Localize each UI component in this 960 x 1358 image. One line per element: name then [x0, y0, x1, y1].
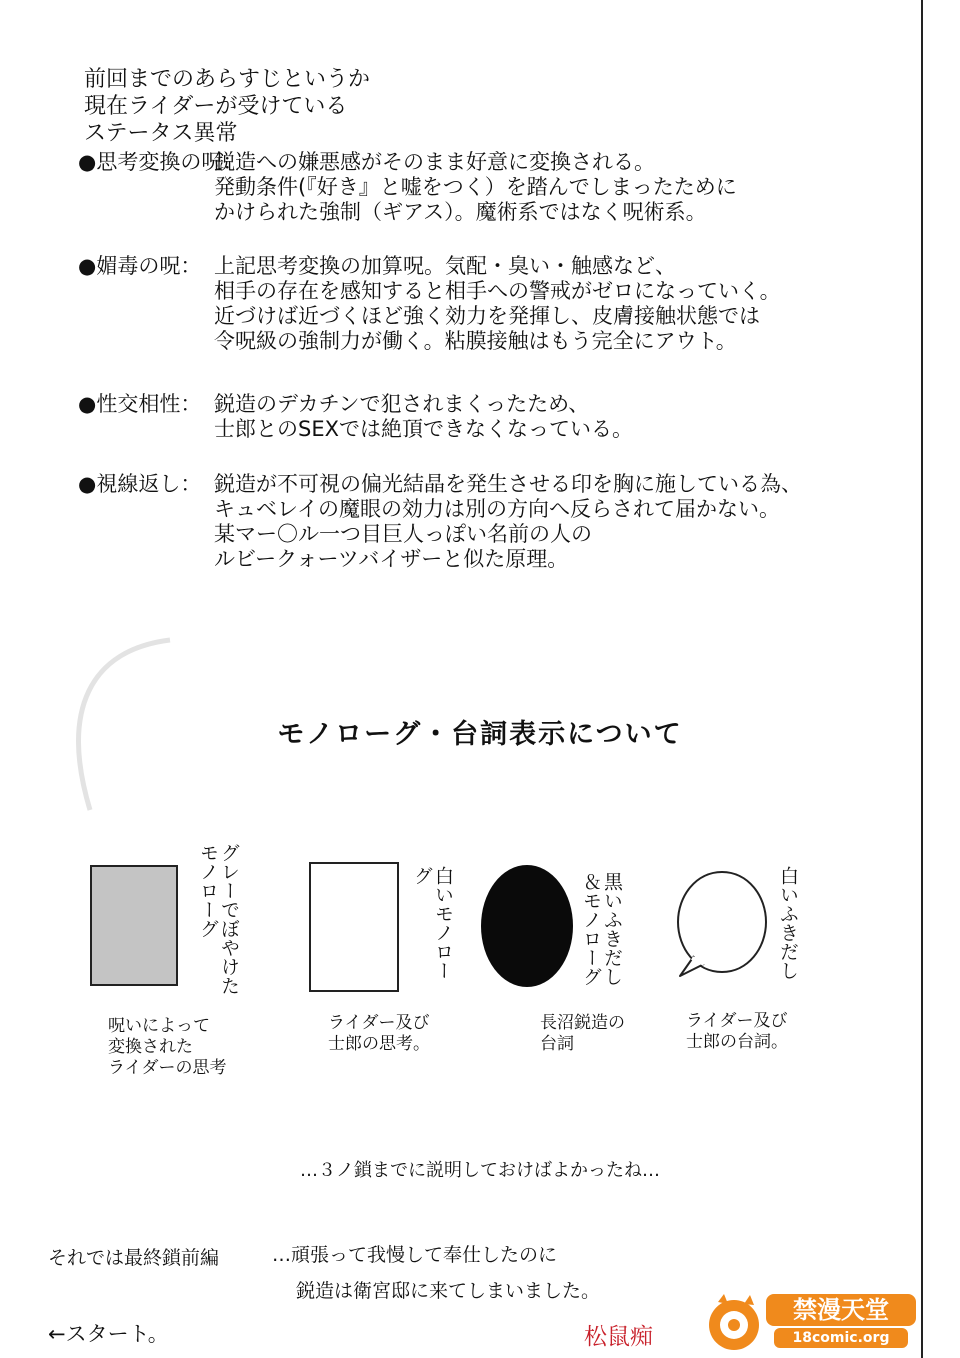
legend-vertical-label: 白いふきだし — [777, 866, 799, 980]
legend-caption — [686, 1011, 788, 1053]
caption-line: 台詞 — [540, 1034, 574, 1054]
watermark-mascot-icon — [700, 1292, 770, 1352]
section-label: ●媚毒の呪： — [78, 254, 202, 278]
white-monologue-swatch — [309, 862, 399, 992]
white-bubble-swatch — [672, 868, 774, 980]
footer-line-2: 鋭造は衛宮邸に来てしまいました。 — [296, 1280, 601, 1302]
section-line: 士郎とのSEXでは絶頂できなくなっている。 — [214, 417, 633, 441]
caption-line: 長沼鋭造の — [540, 1013, 625, 1033]
signature: 松鼠痴 — [584, 1324, 653, 1350]
legend-caption — [108, 1016, 227, 1079]
section-line: 発動条件(『好き』と嘘をつく）を踏んでしまったために — [214, 175, 737, 199]
section-line: 某マー〇ル一つ目巨人っぽい名前の人の — [214, 522, 592, 546]
watermark-url: 18comic.org — [774, 1328, 908, 1348]
caption-line: 士郎の台詞。 — [686, 1032, 788, 1052]
legend-caption — [540, 1013, 625, 1055]
caption-line: 呪いによって — [108, 1016, 210, 1036]
section-line: ルビークォーツバイザーと似た原理。 — [214, 547, 569, 571]
start-label: ←スタート。 — [48, 1322, 169, 1346]
caption-line: 士郎の思考。 — [328, 1034, 430, 1054]
section-line: 相手の存在を感知すると相手への警戒がゼロになっていく。 — [214, 279, 781, 303]
legend-vertical-label: 黒いふきだし＆モノローグ — [580, 872, 623, 986]
section-label: ●視線返し： — [78, 472, 202, 496]
section-line: かけられた強制（ギアス）。魔術系ではなく呪術系。 — [214, 200, 707, 224]
section-line: キュベレイの魔眼の効力は別の方向へ反らされて届かない。 — [214, 497, 780, 521]
display-heading: モノローグ・台詞表示について — [277, 719, 683, 750]
intro-line-2: 現在ライダーが受けている — [84, 94, 348, 119]
black-bubble-swatch — [478, 862, 576, 990]
caption-line: 変換された — [108, 1037, 193, 1057]
section-line: 近づけば近づくほど強く効力を発揮し、皮膚接触状態では — [214, 304, 760, 328]
section-line: 鋭造への嫌悪感がそのまま好意に変換される。 — [214, 150, 655, 174]
legend-vertical-label: グレーでぼやけたモノローグ — [197, 843, 240, 995]
legend-vertical-label: 白いモノローグ — [411, 866, 454, 980]
footer-line-1: …頑張って我慢して奉仕したのに — [272, 1244, 558, 1266]
caption-line: ライダーの思考 — [108, 1058, 227, 1078]
legend-caption — [328, 1013, 430, 1055]
section-line: 上記思考変換の加算呪。気配・臭い・触感など、 — [214, 254, 676, 278]
section-line: 鋭造のデカチンで犯されまくったため、 — [214, 392, 590, 416]
section-line: 鋭造が不可視の偏光結晶を発生させる印を胸に施している為、 — [214, 472, 802, 496]
afterthought-note: …３ノ鎖までに説明しておけばよかったね… — [300, 1160, 660, 1181]
caption-line: ライダー及び — [328, 1013, 430, 1033]
footer-title: それでは最終鎖前編 — [48, 1247, 220, 1269]
intro-block — [84, 66, 370, 147]
section-label: ●性交相性： — [78, 392, 202, 416]
section-line: 令呪級の強制力が働く。粘膜接触はもう完全にアウト。 — [214, 329, 737, 353]
watermark — [700, 1292, 920, 1352]
intro-line-1: 前回までのあらすじというか — [84, 67, 371, 92]
section-label: ●思考変換の呪： — [78, 150, 244, 174]
gray-monologue-swatch — [90, 865, 178, 986]
watermark-title: 禁漫天堂 — [766, 1294, 916, 1326]
caption-line: ライダー及び — [686, 1011, 788, 1031]
intro-line-3: ステータス異常 — [84, 121, 238, 146]
page-edge-line — [921, 0, 923, 1358]
